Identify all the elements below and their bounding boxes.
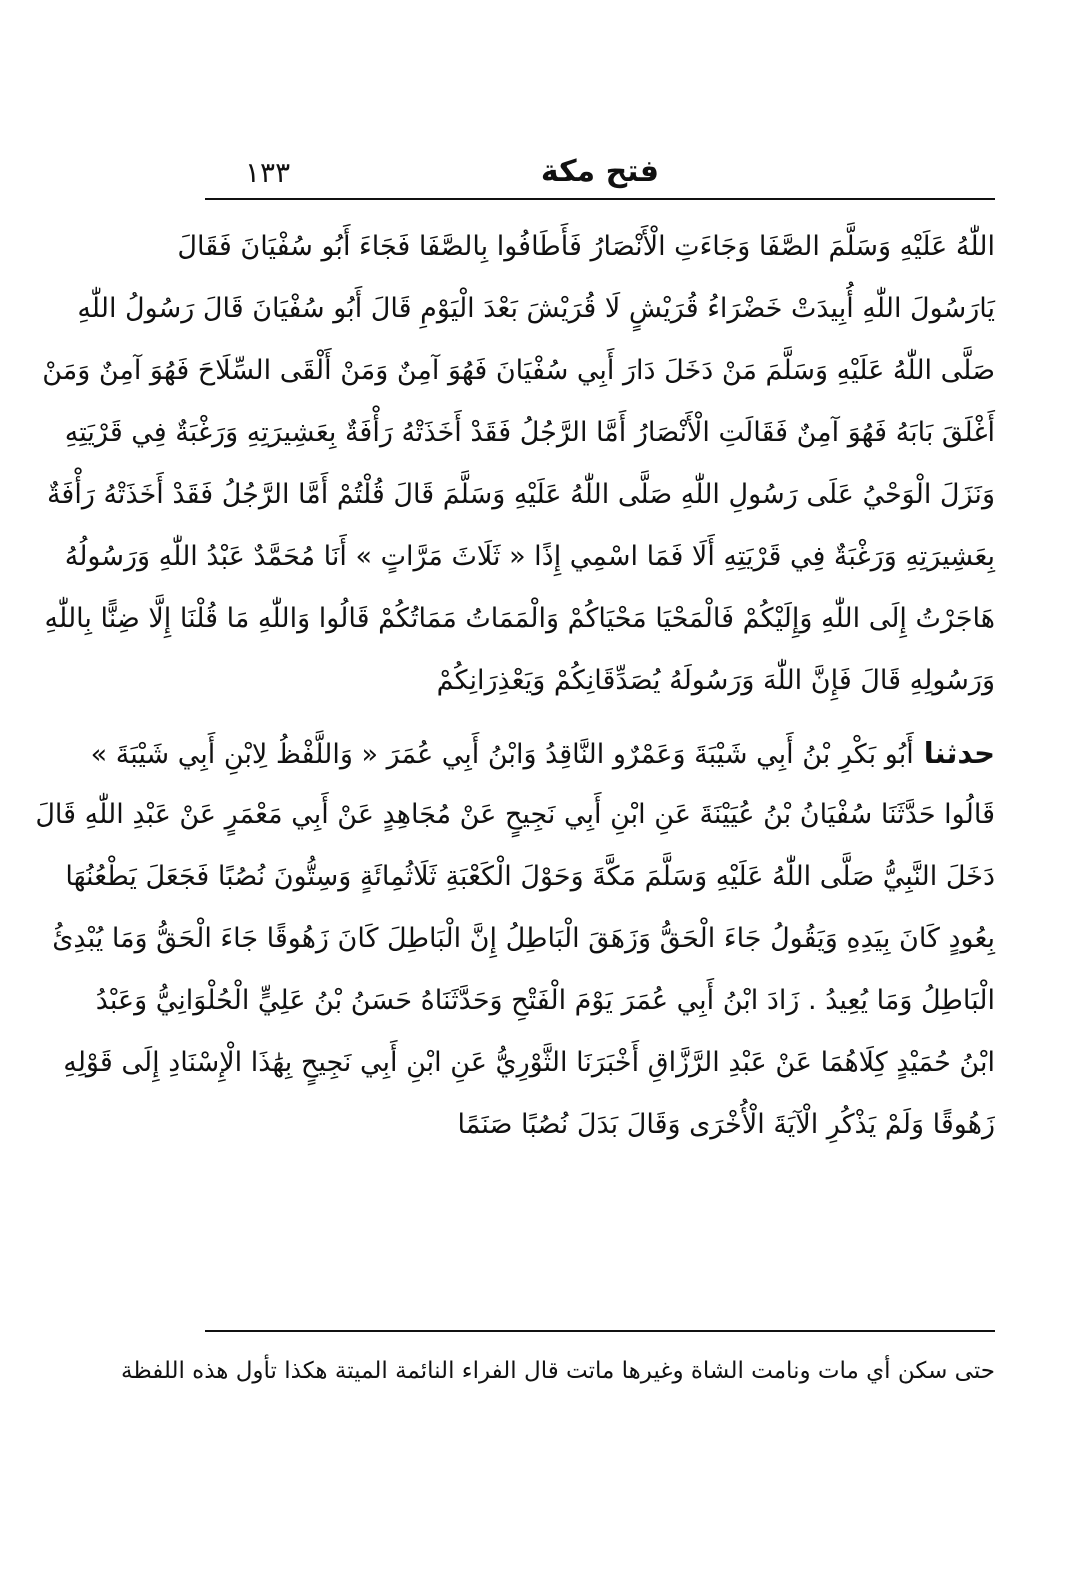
text-line: صَلَّى اللّٰهُ عَلَيْهِ وَسَلَّمَ مَنْ دَخَلَ دَارَ أَبِي سُفْيَانَ فَهُوَ آمِنٌ وَمَنْ أَلْقَى السِّلَاحَ فَهُوَ آمِنٌ وَمَنْ xyxy=(42,355,995,386)
page-number: ١٣٣ xyxy=(245,156,291,189)
text-line xyxy=(90,722,995,784)
text-line: قَالُوا حَدَّثَنَا سُفْيَانُ بْنُ عُيَيْنَةَ عَنِ ابْنِ أَبِي نَجِيحٍ عَنْ مُجَاهِدٍ عَنْ أَبِي مَعْمَرٍ عَنْ عَبْدِ اللّٰهِ قَالَ xyxy=(35,799,995,830)
text-line-content: أَبُو بَكْرِ بْنُ أَبِي شَيْبَةَ وَعَمْرٌو النَّاقِدُ وَابْنُ أَبِي عُمَرَ « وَاللَّفْظُ لِابْنِ أَبِي شَيْبَةَ » xyxy=(90,739,914,770)
text-line: هَاجَرْتُ إِلَى اللّٰهِ وَإِلَيْكُمْ فَالْمَحْيَا مَحْيَاكُمْ وَالْمَمَاتُ مَمَاتُكُمْ قَالُوا وَاللّٰهِ مَا قُلْنَا إِلَّا ضِنًّا بِاللّٰهِ xyxy=(44,603,995,634)
footnote-divider xyxy=(205,1330,995,1332)
text-line: أَغْلَقَ بَابَهُ فَهُوَ آمِنٌ فَقَالَتِ الْأَنْصَارُ أَمَّا الرَّجُلُ فَقَدْ أَخَذَتْهُ رَأْفَةٌ بِعَشِيرَتِهِ وَرَغْبَةٌ فِي قَرْيَتِهِ xyxy=(64,417,995,448)
text-line: وَرَسُولِهِ قَالَ فَإِنَّ اللّٰهَ وَرَسُولَهُ يُصَدِّقَانِكُمْ وَيَعْذِرَانِكُمْ xyxy=(436,665,995,696)
text-line: بِعُودٍ كَانَ بِيَدِهِ وَيَقُولُ جَاءَ الْحَقُّ وَزَهَقَ الْبَاطِلُ إِنَّ الْبَاطِلَ كَانَ زَهُوقًا جَاءَ الْحَقُّ وَمَا يُبْدِئُ xyxy=(52,923,995,954)
footnote: حتى سكن أي مات ونامت الشاة وغيرها ماتت قال الفراء النائمة الميتة هكذا تأول هذه اللفظة xyxy=(121,1358,995,1384)
text-line: الْبَاطِلُ وَمَا يُعِيدُ . زَادَ ابْنُ أَبِي عُمَرَ يَوْمَ الْفَتْحِ وَحَدَّثَنَاهُ حَسَنُ بْنُ عَلِيٍّ الْحُلْوَانِيُّ وَعَبْدُ xyxy=(95,985,995,1016)
text-line: ابْنُ حُمَيْدٍ كِلَاهُمَا عَنْ عَبْدِ الرَّزَّاقِ أَخْبَرَنَا الثَّوْرِيُّ عَنِ ابْنِ أَبِي نَجِيحٍ بِهَٰذَا الْإِسْنَادِ إِلَى قَوْلِهِ xyxy=(63,1047,995,1078)
text-line: اللّٰهُ عَلَيْهِ وَسَلَّمَ الصَّفَا وَجَاءَتِ الْأَنْصَارُ فَأَطَافُوا بِالصَّفَا فَجَاءَ أَبُو سُفْيَانَ فَقَالَ xyxy=(177,231,995,262)
paragraph-gap xyxy=(205,712,995,722)
page-header xyxy=(205,150,995,196)
text-line: يَارَسُولَ اللّٰهِ أُبِيدَتْ خَضْرَاءُ قُرَيْشٍ لَا قُرَيْشَ بَعْدَ الْيَوْمِ قَالَ أَبُو سُفْيَانَ قَالَ رَسُولُ اللّٰهِ xyxy=(77,293,995,324)
text-line: بِعَشِيرَتِهِ وَرَغْبَةٌ فِي قَرْيَتِهِ أَلَا فَمَا اسْمِي إِذًا « ثَلَاثَ مَرَّاتٍ » أَنَا مُحَمَّدٌ عَبْدُ اللّٰهِ وَرَسُولُهُ xyxy=(64,541,995,572)
header-divider xyxy=(205,198,995,200)
chapter-title: فتح مكة xyxy=(540,154,660,189)
main-text xyxy=(35,216,995,1156)
text-line: زَهُوقًا وَلَمْ يَذْكُرِ الْآيَةَ الْأُخْرَى وَقَالَ بَدَلَ نُصُبًا صَنَمًا xyxy=(457,1109,995,1140)
hadith-marker: حدثنا xyxy=(923,736,995,770)
text-line: دَخَلَ النَّبِيُّ صَلَّى اللّٰهُ عَلَيْهِ وَسَلَّمَ مَكَّةَ وَحَوْلَ الْكَعْبَةِ ثَلَاثُمِائَةٍ وَسِتُّونَ نُصُبًا فَجَعَلَ يَطْعُنُهَا xyxy=(65,861,995,892)
text-line: وَنَزَلَ الْوَحْيُ عَلَى رَسُولِ اللّٰهِ صَلَّى اللّٰهُ عَلَيْهِ وَسَلَّمَ قَالَ قُلْتُمْ أَمَّا الرَّجُلُ فَقَدْ أَخَذَتْهُ رَأْفَةٌ xyxy=(46,479,995,510)
